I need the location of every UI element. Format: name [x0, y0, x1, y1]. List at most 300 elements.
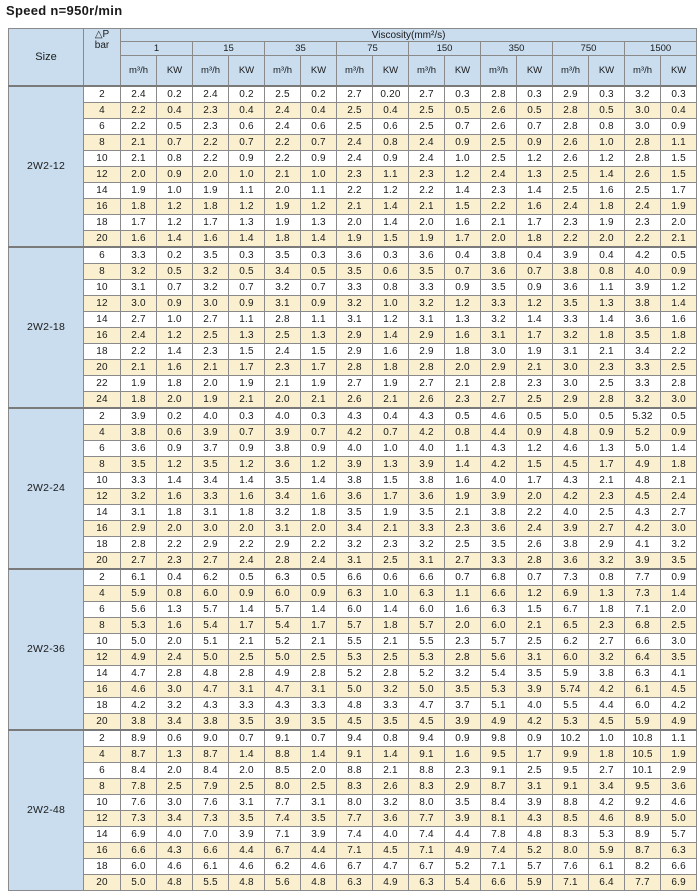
power-cell: 1.2 — [157, 328, 193, 344]
flow-cell: 2.9 — [553, 86, 589, 103]
table-row — [9, 167, 697, 183]
power-cell: 0.9 — [661, 425, 697, 441]
flow-cell: 5.7 — [193, 602, 229, 618]
flow-cell: 2.1 — [121, 135, 157, 151]
size-cell: 2W2-24 — [9, 408, 84, 569]
table-row — [9, 312, 697, 328]
power-cell: 3.0 — [157, 795, 193, 811]
flow-cell: 5.0 — [265, 650, 301, 666]
flow-cell: 1.9 — [265, 215, 301, 231]
flow-cell: 8.5 — [553, 811, 589, 827]
performance-table — [8, 28, 697, 891]
power-cell: 6.6 — [661, 859, 697, 875]
power-cell: 4.5 — [661, 682, 697, 698]
flow-cell: 3.3 — [409, 521, 445, 537]
flow-cell: 4.8 — [193, 666, 229, 682]
flow-cell: 6.0 — [337, 602, 373, 618]
power-cell: 2.0 — [157, 634, 193, 650]
viscosity-header: Viscosity(mm²/s) — [121, 29, 697, 42]
power-cell: 3.0 — [661, 634, 697, 650]
power-cell: 0.3 — [445, 86, 481, 103]
size-column-header: Size — [9, 29, 84, 87]
power-cell: 1.0 — [301, 167, 337, 183]
power-cell: 4.9 — [373, 875, 409, 891]
flow-cell: 5.7 — [265, 602, 301, 618]
table-row — [9, 344, 697, 360]
power-cell: 3.9 — [445, 811, 481, 827]
flow-cell: 5.32 — [625, 408, 661, 425]
flow-cell: 5.9 — [553, 666, 589, 682]
power-cell: 2.1 — [229, 634, 265, 650]
power-cell: 1.1 — [589, 280, 625, 296]
flow-cell: 3.2 — [553, 328, 589, 344]
power-cell: 5.2 — [445, 859, 481, 875]
flow-cell: 2.7 — [409, 86, 445, 103]
flow-cell: 2.6 — [625, 167, 661, 183]
table-row — [9, 247, 697, 264]
flow-cell: 8.8 — [409, 763, 445, 779]
power-cell: 0.8 — [373, 730, 409, 747]
power-cell: 4.6 — [661, 795, 697, 811]
flow-cell: 3.1 — [409, 312, 445, 328]
flow-cell: 5.7 — [409, 618, 445, 634]
flow-cell: 4.5 — [625, 489, 661, 505]
flow-cell: 5.2 — [625, 425, 661, 441]
power-cell: 1.2 — [589, 151, 625, 167]
power-cell: 1.6 — [157, 360, 193, 376]
flow-cell: 7.4 — [481, 843, 517, 859]
flow-cell: 2.7 — [193, 312, 229, 328]
flow-cell: 3.5 — [625, 328, 661, 344]
flow-cell: 4.8 — [337, 698, 373, 714]
flow-cell: 2.2 — [337, 183, 373, 199]
flow-cell: 2.9 — [121, 521, 157, 537]
flow-cell: 3.5 — [121, 457, 157, 473]
flow-cell: 2.7 — [193, 553, 229, 570]
power-cell: 1.2 — [445, 296, 481, 312]
power-cell: 2.5 — [445, 537, 481, 553]
flow-cell: 5.3 — [409, 650, 445, 666]
flow-cell: 2.7 — [409, 376, 445, 392]
flow-cell: 2.7 — [337, 376, 373, 392]
pressure-cell: 20 — [84, 714, 121, 731]
pressure-cell: 16 — [84, 328, 121, 344]
flow-cell: 4.5 — [409, 714, 445, 731]
flow-cell: 3.0 — [193, 521, 229, 537]
power-cell: 1.4 — [301, 747, 337, 763]
power-cell: 1.1 — [229, 312, 265, 328]
power-cell: 2.7 — [589, 521, 625, 537]
power-cell: 3.5 — [517, 666, 553, 682]
power-unit-header: KW — [517, 56, 553, 87]
table-body — [9, 86, 697, 891]
flow-cell: 9.2 — [625, 795, 661, 811]
power-cell: 2.0 — [157, 392, 193, 409]
table-row — [9, 618, 697, 634]
flow-cell: 10.1 — [625, 763, 661, 779]
flow-cell: 3.1 — [265, 296, 301, 312]
flow-cell: 8.7 — [481, 779, 517, 795]
power-cell: 0.9 — [373, 151, 409, 167]
power-cell: 1.9 — [661, 199, 697, 215]
flow-cell: 7.4 — [409, 827, 445, 843]
flow-cell: 7.7 — [625, 875, 661, 891]
flow-cell: 8.7 — [121, 747, 157, 763]
flow-unit-header: m³/h — [337, 56, 373, 87]
power-cell: 0.7 — [301, 730, 337, 747]
flow-cell: 2.0 — [121, 167, 157, 183]
power-cell: 3.4 — [157, 714, 193, 731]
flow-cell: 6.3 — [481, 602, 517, 618]
power-cell: 1.6 — [445, 602, 481, 618]
table-row — [9, 86, 697, 103]
power-cell: 1.2 — [445, 167, 481, 183]
power-cell: 1.2 — [517, 151, 553, 167]
power-cell: 3.5 — [373, 714, 409, 731]
flow-cell: 3.2 — [481, 312, 517, 328]
power-cell: 3.1 — [301, 682, 337, 698]
power-cell: 1.0 — [229, 167, 265, 183]
power-cell: 4.8 — [517, 827, 553, 843]
flow-cell: 2.2 — [553, 231, 589, 248]
flow-cell: 2.8 — [121, 537, 157, 553]
power-cell: 0.5 — [229, 569, 265, 586]
flow-cell: 5.6 — [481, 650, 517, 666]
power-unit-header: KW — [445, 56, 481, 87]
pressure-cell: 14 — [84, 312, 121, 328]
power-cell: 3.8 — [589, 666, 625, 682]
power-cell: 1.1 — [445, 441, 481, 457]
flow-cell: 2.0 — [193, 167, 229, 183]
power-cell: 1.5 — [373, 473, 409, 489]
power-cell: 1.1 — [445, 586, 481, 602]
size-cell: 2W2-12 — [9, 86, 84, 247]
flow-cell: 7.6 — [193, 795, 229, 811]
power-cell: 0.4 — [517, 247, 553, 264]
power-unit-header: KW — [373, 56, 409, 87]
flow-cell: 4.0 — [337, 441, 373, 457]
power-cell: 2.0 — [301, 521, 337, 537]
flow-cell: 2.5 — [265, 328, 301, 344]
power-cell: 1.9 — [589, 215, 625, 231]
power-cell: 2.3 — [373, 537, 409, 553]
flow-cell: 7.4 — [265, 811, 301, 827]
flow-cell: 9.5 — [625, 779, 661, 795]
power-cell: 1.0 — [157, 312, 193, 328]
flow-cell: 8.0 — [409, 795, 445, 811]
flow-cell: 3.0 — [553, 360, 589, 376]
power-cell: 1.4 — [445, 183, 481, 199]
flow-cell: 3.9 — [337, 457, 373, 473]
flow-cell: 6.0 — [265, 586, 301, 602]
table-row — [9, 119, 697, 135]
power-cell: 1.4 — [229, 602, 265, 618]
table-row — [9, 666, 697, 682]
power-cell: 3.0 — [661, 392, 697, 409]
power-cell: 0.6 — [373, 569, 409, 586]
power-cell: 3.5 — [445, 795, 481, 811]
power-cell: 1.7 — [517, 215, 553, 231]
power-cell: 3.1 — [517, 650, 553, 666]
flow-cell: 3.1 — [409, 553, 445, 570]
power-cell: 0.4 — [373, 408, 409, 425]
power-cell: 1.4 — [589, 167, 625, 183]
power-cell: 0.9 — [229, 151, 265, 167]
flow-cell: 4.3 — [265, 698, 301, 714]
flow-cell: 2.2 — [265, 135, 301, 151]
power-unit-header: KW — [661, 56, 697, 87]
table-row — [9, 103, 697, 119]
flow-cell: 2.4 — [625, 199, 661, 215]
power-cell: 0.8 — [157, 586, 193, 602]
power-cell: 3.9 — [445, 714, 481, 731]
flow-cell: 4.9 — [265, 666, 301, 682]
flow-cell: 2.2 — [409, 183, 445, 199]
power-cell: 1.6 — [445, 328, 481, 344]
flow-cell: 4.0 — [409, 441, 445, 457]
flow-cell: 2.5 — [409, 119, 445, 135]
power-cell: 3.5 — [661, 650, 697, 666]
flow-cell: 7.3 — [193, 811, 229, 827]
table-row — [9, 183, 697, 199]
power-cell: 0.2 — [229, 86, 265, 103]
power-cell: 0.9 — [661, 119, 697, 135]
flow-cell: 5.3 — [337, 650, 373, 666]
power-cell: 3.3 — [301, 698, 337, 714]
flow-cell: 9.9 — [553, 747, 589, 763]
flow-cell: 3.9 — [121, 408, 157, 425]
flow-cell: 6.3 — [625, 666, 661, 682]
flow-cell: 3.9 — [553, 247, 589, 264]
flow-cell: 5.3 — [553, 714, 589, 731]
power-cell: 0.7 — [301, 135, 337, 151]
power-cell: 2.8 — [517, 553, 553, 570]
power-cell: 1.4 — [157, 231, 193, 248]
flow-cell: 5.3 — [481, 682, 517, 698]
power-cell: 0.3 — [301, 408, 337, 425]
power-cell: 2.1 — [661, 473, 697, 489]
power-cell: 1.9 — [373, 505, 409, 521]
power-cell: 1.6 — [157, 618, 193, 634]
power-cell: 0.7 — [157, 280, 193, 296]
flow-cell: 1.8 — [121, 392, 157, 409]
table-row — [9, 859, 697, 875]
power-cell: 1.4 — [589, 312, 625, 328]
flow-cell: 2.5 — [337, 119, 373, 135]
flow-cell: 6.0 — [481, 618, 517, 634]
flow-cell: 3.6 — [265, 457, 301, 473]
power-cell: 5.4 — [445, 875, 481, 891]
power-cell: 2.9 — [445, 779, 481, 795]
flow-cell: 7.7 — [265, 795, 301, 811]
flow-cell: 7.3 — [625, 586, 661, 602]
flow-cell: 6.0 — [193, 586, 229, 602]
flow-cell: 2.8 — [625, 151, 661, 167]
viscosity-value-header: 1500 — [625, 42, 697, 56]
pressure-cell: 12 — [84, 650, 121, 666]
power-cell: 2.1 — [373, 392, 409, 409]
flow-cell: 7.3 — [121, 811, 157, 827]
size-cell: 2W2-48 — [9, 730, 84, 891]
pressure-cell: 12 — [84, 167, 121, 183]
size-cell: 2W2-36 — [9, 569, 84, 730]
flow-cell: 3.6 — [553, 280, 589, 296]
pressure-cell: 18 — [84, 859, 121, 875]
flow-cell: 8.0 — [553, 843, 589, 859]
flow-cell: 9.5 — [481, 747, 517, 763]
power-cell: 1.1 — [373, 167, 409, 183]
flow-cell: 2.3 — [625, 215, 661, 231]
flow-cell: 1.9 — [121, 376, 157, 392]
table-row — [9, 392, 697, 409]
flow-cell: 4.3 — [409, 408, 445, 425]
flow-cell: 4.7 — [121, 666, 157, 682]
power-cell: 0.5 — [517, 408, 553, 425]
power-cell: 1.8 — [373, 618, 409, 634]
table-row — [9, 602, 697, 618]
flow-cell: 7.1 — [553, 875, 589, 891]
table-row — [9, 634, 697, 650]
flow-cell: 8.9 — [121, 730, 157, 747]
flow-cell: 1.9 — [121, 183, 157, 199]
pressure-cell: 20 — [84, 553, 121, 570]
power-cell: 6.9 — [661, 875, 697, 891]
flow-cell: 2.8 — [265, 553, 301, 570]
viscosity-value-header: 150 — [409, 42, 481, 56]
power-cell: 4.6 — [589, 811, 625, 827]
flow-cell: 1.9 — [265, 199, 301, 215]
flow-cell: 2.9 — [409, 328, 445, 344]
power-cell: 2.0 — [157, 763, 193, 779]
power-cell: 0.3 — [229, 247, 265, 264]
flow-cell: 3.8 — [121, 425, 157, 441]
flow-cell: 2.4 — [265, 103, 301, 119]
power-cell: 0.5 — [661, 408, 697, 425]
power-cell: 4.3 — [517, 811, 553, 827]
power-cell: 1.4 — [229, 473, 265, 489]
power-cell: 2.5 — [301, 779, 337, 795]
power-cell: 0.9 — [517, 425, 553, 441]
flow-cell: 3.2 — [193, 280, 229, 296]
flow-cell: 3.9 — [481, 489, 517, 505]
flow-cell: 4.0 — [625, 264, 661, 280]
pressure-cell: 18 — [84, 698, 121, 714]
flow-cell: 2.1 — [265, 167, 301, 183]
flow-cell: 4.0 — [193, 408, 229, 425]
flow-cell: 6.2 — [553, 634, 589, 650]
flow-cell: 2.5 — [553, 183, 589, 199]
flow-cell: 3.0 — [553, 376, 589, 392]
power-cell: 0.6 — [157, 425, 193, 441]
power-cell: 3.2 — [589, 650, 625, 666]
flow-cell: 5.5 — [337, 634, 373, 650]
power-cell: 3.0 — [157, 682, 193, 698]
power-cell: 1.3 — [229, 215, 265, 231]
flow-cell: 3.8 — [481, 505, 517, 521]
flow-unit-header: m³/h — [481, 56, 517, 87]
flow-cell: 10.8 — [625, 730, 661, 747]
flow-cell: 8.1 — [481, 811, 517, 827]
pressure-cell: 10 — [84, 473, 121, 489]
power-cell: 1.8 — [517, 231, 553, 248]
flow-cell: 4.0 — [553, 505, 589, 521]
power-cell: 2.0 — [445, 618, 481, 634]
flow-cell: 2.4 — [337, 135, 373, 151]
power-cell: 0.5 — [445, 103, 481, 119]
viscosity-value-header: 750 — [553, 42, 625, 56]
flow-cell: 2.7 — [121, 312, 157, 328]
flow-cell: 2.2 — [481, 199, 517, 215]
power-cell: 0.3 — [589, 86, 625, 103]
power-cell: 3.9 — [517, 795, 553, 811]
table-row — [9, 521, 697, 537]
flow-cell: 2.7 — [121, 553, 157, 570]
flow-cell: 8.3 — [337, 779, 373, 795]
power-cell: 1.4 — [445, 457, 481, 473]
power-cell: 0.9 — [301, 441, 337, 457]
flow-cell: 2.4 — [193, 86, 229, 103]
flow-cell: 3.5 — [481, 537, 517, 553]
flow-cell: 2.1 — [121, 151, 157, 167]
power-cell: 2.1 — [373, 634, 409, 650]
flow-cell: 8.3 — [409, 779, 445, 795]
power-cell: 4.7 — [373, 859, 409, 875]
power-cell: 1.1 — [229, 183, 265, 199]
flow-cell: 3.8 — [337, 473, 373, 489]
power-cell: 0.4 — [229, 103, 265, 119]
flow-cell: 2.2 — [193, 135, 229, 151]
power-cell: 0.7 — [229, 425, 265, 441]
flow-cell: 10.5 — [625, 747, 661, 763]
power-cell: 4.5 — [373, 843, 409, 859]
power-cell: 2.6 — [373, 779, 409, 795]
flow-cell: 3.8 — [481, 247, 517, 264]
flow-cell: 4.2 — [553, 489, 589, 505]
flow-cell: 5.74 — [553, 682, 589, 698]
power-cell: 1.4 — [661, 586, 697, 602]
table-row — [9, 811, 697, 827]
flow-cell: 3.7 — [193, 441, 229, 457]
flow-cell: 5.4 — [481, 666, 517, 682]
flow-cell: 3.8 — [121, 714, 157, 731]
flow-cell: 6.1 — [625, 682, 661, 698]
flow-cell: 2.0 — [265, 392, 301, 409]
power-cell: 0.20 — [373, 86, 409, 103]
power-cell: 2.4 — [229, 553, 265, 570]
power-cell: 0.7 — [373, 425, 409, 441]
power-cell: 4.8 — [229, 875, 265, 891]
power-cell: 2.0 — [589, 231, 625, 248]
flow-cell: 2.5 — [193, 328, 229, 344]
flow-cell: 7.1 — [337, 843, 373, 859]
table-row — [9, 714, 697, 731]
table-row — [9, 569, 697, 586]
flow-cell: 2.5 — [481, 151, 517, 167]
table-row — [9, 360, 697, 376]
flow-cell: 4.3 — [481, 441, 517, 457]
pressure-cell: 10 — [84, 280, 121, 296]
flow-cell: 2.9 — [481, 360, 517, 376]
flow-cell: 4.7 — [409, 698, 445, 714]
flow-cell: 2.6 — [481, 103, 517, 119]
power-cell: 1.3 — [517, 167, 553, 183]
flow-cell: 6.6 — [481, 875, 517, 891]
flow-cell: 3.1 — [121, 280, 157, 296]
power-cell: 2.1 — [589, 473, 625, 489]
power-cell: 1.0 — [589, 730, 625, 747]
pressure-cell: 2 — [84, 408, 121, 425]
flow-cell: 9.0 — [193, 730, 229, 747]
